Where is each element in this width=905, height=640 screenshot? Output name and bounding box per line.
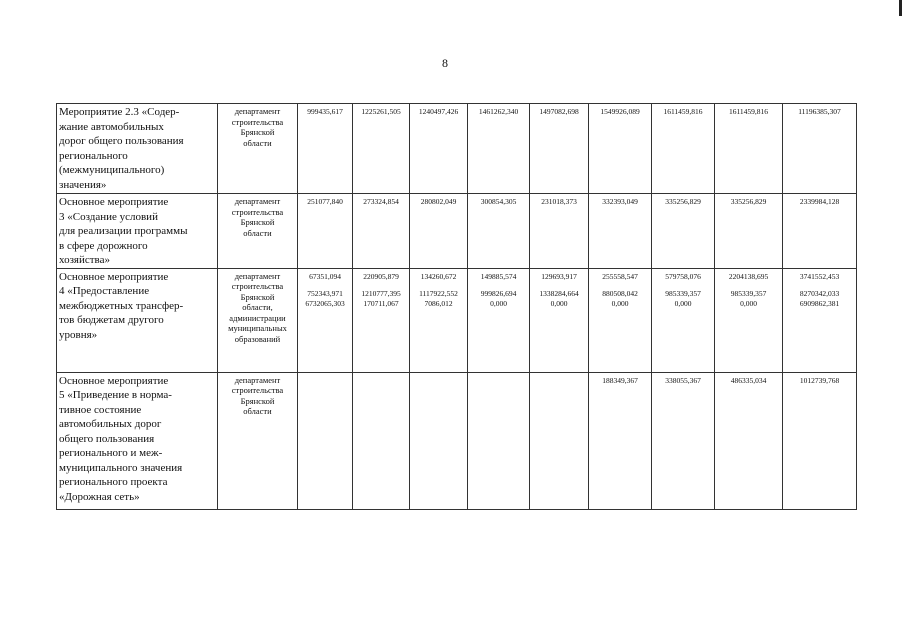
- executor-line: области: [243, 227, 272, 238]
- value-line: 985339,357: [665, 288, 701, 298]
- executor-cell: [218, 372, 298, 509]
- value-line: 280802,049: [420, 197, 457, 206]
- value-line: 985339,357: [730, 288, 767, 298]
- value-cell: [530, 372, 589, 509]
- value-cell: [652, 372, 715, 509]
- executor-line: образований: [234, 333, 281, 344]
- value-cell: [298, 194, 353, 269]
- activity-name-cell: [57, 268, 218, 372]
- activity-name-line: регионального и меж-: [59, 447, 163, 459]
- activity-name-line: значения»: [59, 178, 107, 191]
- executor-line: Брянской: [240, 291, 275, 302]
- value-line: 11196385,307: [798, 107, 841, 116]
- value-cell: [353, 372, 410, 509]
- value-line: 149885,574: [480, 271, 517, 281]
- table-row: [57, 372, 857, 509]
- value-cell: [410, 194, 468, 269]
- value-line: 0,000: [611, 298, 629, 308]
- value-cell: [589, 194, 652, 269]
- value-line: 170711,067: [363, 298, 399, 308]
- value-line: 338055,367: [665, 375, 701, 385]
- activity-name-line: для реализации программы: [59, 225, 188, 237]
- value-line: 3741552,453: [799, 271, 840, 281]
- activity-name-line: жание автомобильных: [59, 120, 164, 133]
- executor-line: департамент: [234, 374, 281, 385]
- value-cell: [353, 268, 410, 372]
- page-number: 8: [442, 56, 448, 70]
- value-cell: [298, 268, 353, 372]
- value-line: 220905,879: [363, 271, 399, 281]
- value-line: 1549926,089: [600, 107, 640, 116]
- executor-line: области: [243, 137, 272, 148]
- total-value-cell: [783, 268, 857, 372]
- value-line: 2339984,128: [799, 197, 840, 206]
- value-line: 273324,854: [363, 197, 399, 206]
- value-line: 335256,829: [730, 197, 767, 206]
- value-line: 999826,694: [480, 288, 517, 298]
- value-cell: [298, 372, 353, 509]
- value-cell: [468, 194, 530, 269]
- value-line: 1210777,395: [361, 288, 401, 298]
- value-line: 134260,672: [420, 271, 457, 281]
- value-line: 255558,547: [602, 271, 638, 281]
- value-line: 1117922,552: [419, 288, 458, 298]
- value-line: 1611459,816: [663, 107, 703, 116]
- scan-edge-mark: [899, 0, 902, 16]
- executor-cell: [218, 104, 298, 194]
- value-cell: [530, 194, 589, 269]
- executor-line: строительства: [231, 116, 284, 127]
- value-line: 1461262,340: [478, 107, 519, 116]
- activity-name-line: тов бюджетам другого: [59, 314, 164, 326]
- value-cell: [652, 268, 715, 372]
- total-value-cell: [783, 194, 857, 269]
- activity-name-line: тивное состояние: [59, 403, 142, 416]
- value-line: 7086,012: [424, 298, 453, 308]
- value-line: 188349,367: [602, 375, 638, 385]
- value-line: 880508,042: [602, 288, 638, 298]
- activity-name-line: регионального: [59, 149, 128, 162]
- value-cell: [353, 104, 410, 194]
- value-line: 129693,917: [541, 271, 577, 281]
- executor-line: строительства: [231, 281, 284, 291]
- total-value-cell: [783, 372, 857, 509]
- activity-name-cell: [57, 372, 218, 509]
- activity-name-line: муниципального значения: [59, 461, 183, 474]
- executor-cell: [218, 268, 298, 372]
- table-row: [57, 194, 857, 269]
- activity-name-line: 3 «Создание условий: [59, 210, 158, 223]
- value-cell: [468, 372, 530, 509]
- value-line: 231018,373: [541, 197, 577, 206]
- value-line: 1611459,816: [728, 107, 769, 116]
- value-cell: [589, 104, 652, 194]
- executor-line: Брянской: [240, 127, 275, 137]
- activity-name-line: «Дорожная сеть»: [59, 490, 140, 503]
- value-line: 1338284,664: [539, 288, 579, 298]
- value-cell: [715, 104, 783, 194]
- activity-name-line: дорог общего пользования: [59, 135, 184, 147]
- value-line: 0,000: [490, 298, 507, 308]
- executor-line: департамент: [234, 196, 281, 206]
- value-line: 1012739,768: [799, 375, 840, 385]
- value-line: 0,000: [550, 298, 568, 308]
- program-activities-table: [56, 103, 857, 510]
- value-line: 332393,049: [602, 197, 638, 206]
- value-line: 0,000: [740, 298, 757, 308]
- value-line: 1225261,505: [361, 107, 401, 116]
- table-row: [57, 104, 857, 194]
- value-cell: [530, 104, 589, 194]
- executor-line: муниципальных: [228, 323, 287, 333]
- activity-name-line: в сфере дорожного: [59, 239, 148, 252]
- activity-name-cell: [57, 194, 218, 269]
- value-line: 251077,840: [307, 197, 343, 206]
- value-line: 1497082,698: [539, 107, 579, 116]
- value-cell: [353, 194, 410, 269]
- value-line: 6909862,381: [799, 298, 840, 308]
- value-cell: [589, 268, 652, 372]
- value-cell: [652, 194, 715, 269]
- value-line: 8270342,033: [799, 288, 840, 298]
- value-line: 579758,076: [665, 271, 701, 281]
- value-cell: [410, 104, 468, 194]
- activity-name-line: 5 «Приведение в норма-: [59, 389, 172, 401]
- activity-name-line: общего пользования: [59, 432, 155, 445]
- activity-name-line: 4 «Предоставление: [59, 285, 150, 297]
- activity-name-cell: [57, 104, 218, 194]
- executor-line: Брянской: [240, 217, 275, 227]
- total-value-cell: [783, 104, 857, 194]
- table-row: [57, 268, 857, 372]
- value-line: 999435,617: [307, 107, 343, 116]
- value-line: 752343,971: [307, 288, 343, 298]
- value-cell: [530, 268, 589, 372]
- executor-line: администрации: [229, 312, 286, 323]
- executor-line: департамент: [234, 270, 281, 281]
- activity-name-line: Основное мероприятие: [59, 270, 169, 283]
- activity-name-line: уровня»: [59, 328, 98, 341]
- value-line: 486335,034: [730, 375, 767, 385]
- activity-name-line: Мероприятие 2.3 «Содер-: [59, 106, 180, 118]
- value-cell: [298, 104, 353, 194]
- value-cell: [468, 268, 530, 372]
- executor-line: области,: [242, 302, 273, 312]
- activity-name-line: хозяйства»: [59, 254, 110, 266]
- activity-name-line: регионального проекта: [59, 476, 168, 488]
- value-line: 300854,305: [480, 197, 517, 206]
- value-line: 1240497,426: [418, 107, 459, 116]
- value-line: 0,000: [674, 298, 692, 308]
- value-cell: [715, 194, 783, 269]
- value-line: 67351,094: [309, 271, 341, 281]
- activity-name-line: (межмуниципального): [59, 164, 165, 176]
- activity-name-line: Основное мероприятие: [59, 196, 169, 208]
- executor-line: департамент: [234, 106, 281, 116]
- activity-name-line: Основное мероприятие: [59, 374, 169, 387]
- value-cell: [715, 268, 783, 372]
- executor-line: строительства: [231, 385, 284, 395]
- value-cell: [589, 372, 652, 509]
- value-cell: [652, 104, 715, 194]
- value-cell: [410, 372, 468, 509]
- value-cell: [715, 372, 783, 509]
- value-line: 6732065,303: [305, 298, 345, 308]
- executor-cell: [218, 194, 298, 269]
- executor-line: Брянской: [240, 395, 275, 406]
- executor-line: области: [243, 406, 272, 416]
- value-line: 2204138,695: [728, 271, 769, 281]
- value-line: 335256,829: [665, 197, 701, 206]
- value-cell: [468, 104, 530, 194]
- activity-name-line: межбюджетных трансфер-: [59, 299, 184, 312]
- executor-line: строительства: [231, 206, 284, 217]
- value-cell: [410, 268, 468, 372]
- activity-name-line: автомобильных дорог: [59, 418, 162, 430]
